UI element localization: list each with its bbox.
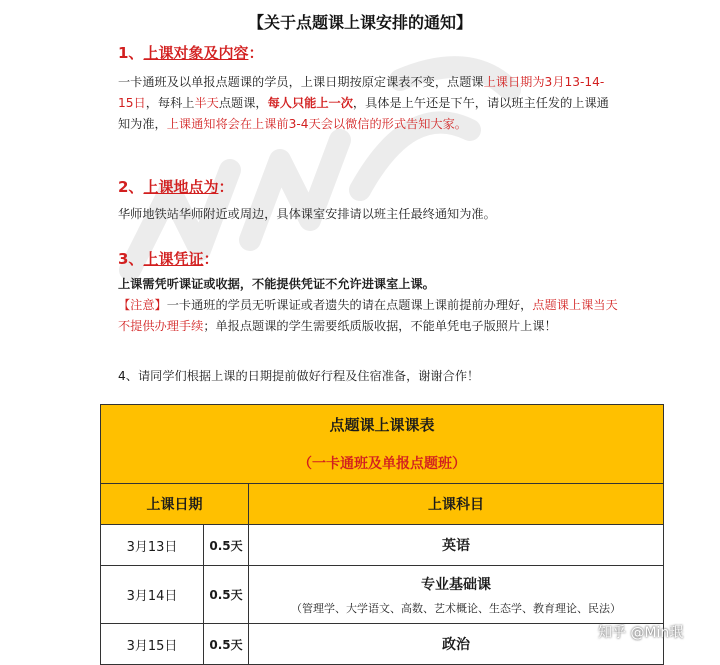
- row-subject-note: （管理学、大学语文、高数、艺术概论、生态学、教育理论、民法）: [291, 601, 621, 615]
- row-duration: 0.5天: [204, 624, 249, 665]
- row-duration: 0.5天: [204, 566, 249, 624]
- row-date: 3月13日: [101, 525, 204, 566]
- header-date: 上课日期: [101, 484, 249, 525]
- table-row: [101, 624, 664, 665]
- row-subject: 英语: [249, 525, 664, 566]
- row-date: 3月15日: [101, 624, 204, 665]
- row-duration: 0.5天: [204, 525, 249, 566]
- table-title: 点题课上课课表: [101, 405, 664, 444]
- section-2-body: 华师地铁站华师附近或周边，具体课室安排请以班主任最终通知为准。: [118, 207, 496, 221]
- row-subject: 专业基础课: [421, 576, 491, 593]
- section-3-heading: 3、上课凭证：: [118, 250, 219, 268]
- table-subtitle: （一卡通班及单报点题班）: [101, 443, 664, 484]
- table-row: [101, 566, 664, 624]
- row-subject: 政治: [249, 624, 664, 665]
- zhihu-credit-watermark: 知乎 @Min珉: [598, 625, 684, 641]
- section-1-heading: 1、上课对象及内容：: [118, 44, 264, 62]
- section-1-body: 一卡通班及以单报点题课的学员，上课日期按原定课表不变，点题课上课日期为3月13-14-15日，每科上半天点题课，每人只能上一次，具体是上午还是下午，请以班主任发的上课通知为准，上课通知将会在上课前3-4天会以微信的形式告知大家。: [118, 75, 609, 131]
- notice-title: 【关于点题课上课安排的通知】: [247, 13, 472, 32]
- section-3-body: 上课需凭听课证或收据，不能提供凭证不允许进课室上课。 【注意】一卡通班的学员无听课证或者遗失的请在点题课上课前提前办理好，点题课上课当天不提供办理手续；单报点题课的学生需要纸质版收据，不能单凭电子版照片上课！: [118, 277, 618, 333]
- row-date: 3月14日: [101, 566, 204, 624]
- table-row: [101, 525, 664, 566]
- row-subject-cell: [249, 566, 664, 624]
- header-subject: 上课科目: [249, 484, 664, 525]
- section-4-body: 4、请同学们根据上课的日期提前做好行程及住宿准备，谢谢合作！: [118, 369, 480, 383]
- section-2-heading: 2、上课地点为：: [118, 178, 234, 196]
- schedule-table: [100, 404, 664, 665]
